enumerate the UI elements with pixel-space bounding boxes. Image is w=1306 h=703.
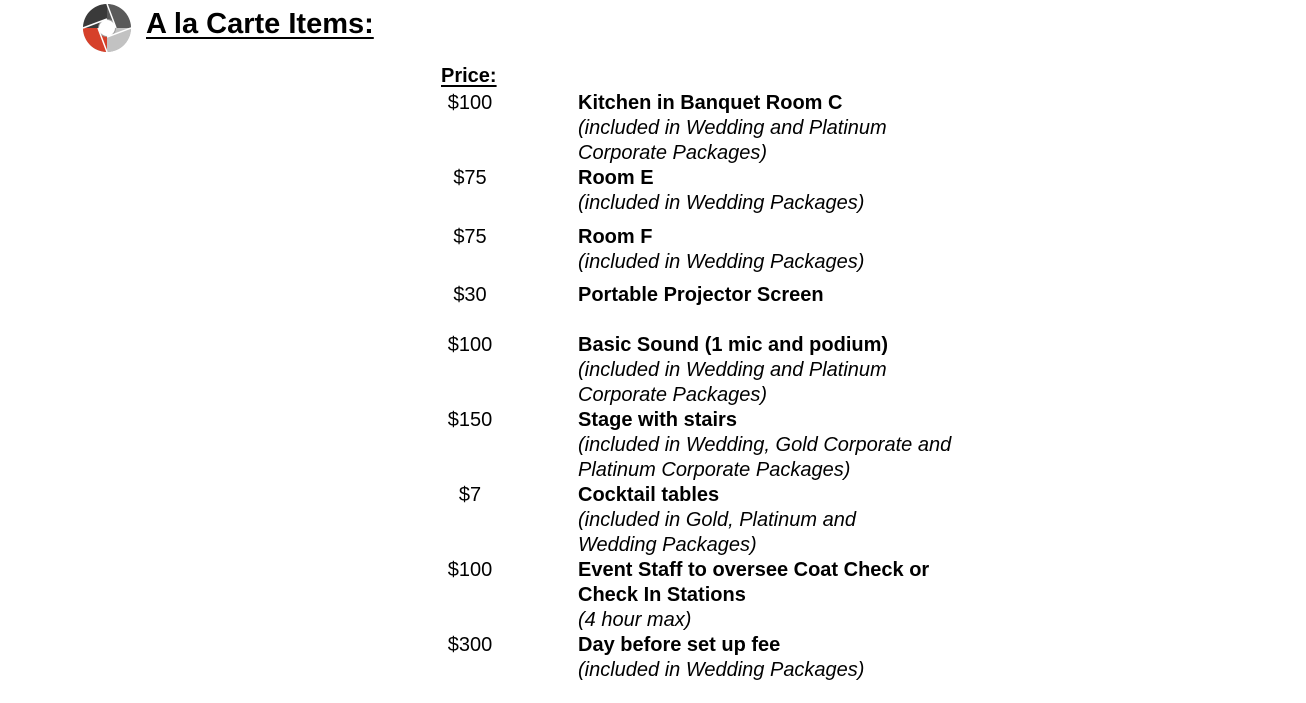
item-name: Cocktail tables	[578, 484, 720, 506]
item-price: $75	[453, 226, 487, 248]
item-note: (included in Wedding and Platinum Corporate Packages)	[578, 117, 887, 164]
item-description	[578, 166, 978, 216]
item-price: $100	[447, 334, 493, 356]
item-name: Portable Projector Screen	[578, 284, 824, 306]
item-name: Room F	[578, 226, 653, 248]
item-name: Day before set up fee	[578, 634, 781, 656]
item-note: (4 hour max)	[578, 609, 692, 631]
item-price: $7	[458, 484, 482, 506]
aperture-logo-icon	[82, 3, 132, 53]
item-price: $75	[453, 167, 487, 189]
item-name: Room E	[578, 167, 654, 189]
item-note: (included in Wedding and Platinum Corporate Packages)	[578, 359, 887, 406]
item-note: (included in Wedding Packages)	[578, 251, 865, 273]
item-description	[578, 408, 978, 483]
page-title: A la Carte Items:	[146, 8, 374, 40]
item-price: $100	[447, 92, 493, 114]
item-name: Stage with stairs	[578, 409, 737, 431]
item-note: (included in Gold, Platinum and Wedding Packages)	[578, 509, 856, 556]
price-column-header: Price:	[441, 65, 497, 87]
item-name: Kitchen in Banquet Room C	[578, 92, 843, 114]
item-price: $150	[447, 409, 493, 431]
item-price: $100	[447, 559, 493, 581]
item-note: (included in Wedding Packages)	[578, 192, 865, 214]
item-note: (included in Wedding Packages)	[578, 659, 865, 681]
item-description	[578, 91, 978, 166]
item-name: Basic Sound (1 mic and podium)	[578, 334, 889, 356]
item-description	[578, 225, 978, 275]
item-description	[578, 333, 978, 408]
item-price: $30	[453, 284, 487, 306]
item-description	[578, 483, 978, 558]
item-name: Event Staff to oversee Coat Check or Check In Stations	[578, 559, 930, 606]
item-note: (included in Wedding, Gold Corporate and Platinum Corporate Packages)	[578, 434, 952, 481]
item-price: $300	[447, 634, 493, 656]
item-description	[578, 558, 978, 633]
item-description	[578, 283, 978, 308]
item-description	[578, 633, 978, 683]
